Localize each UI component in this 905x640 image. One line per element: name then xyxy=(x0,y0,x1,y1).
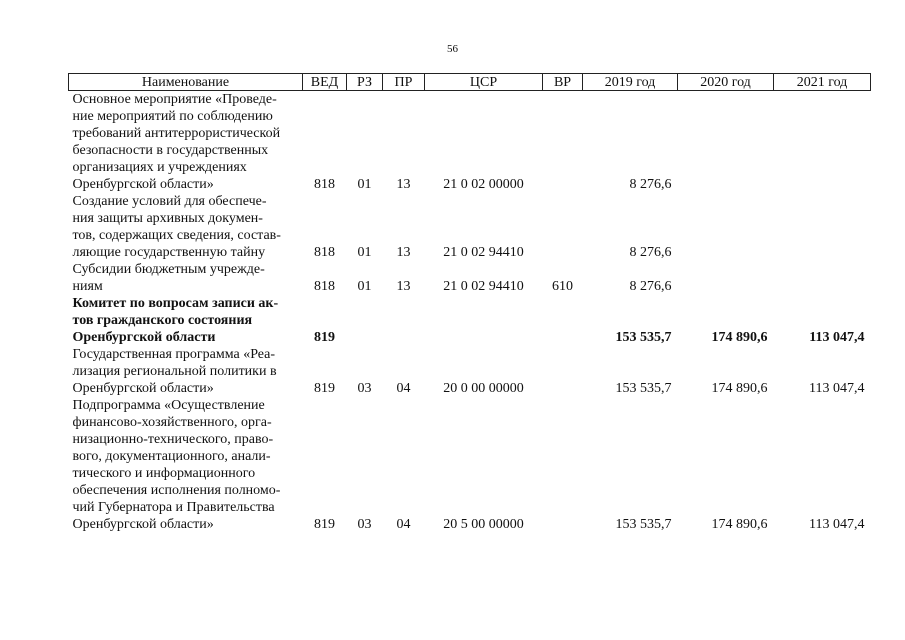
name-line: ние мероприятий по соблюдению xyxy=(72,109,273,124)
name-line: Оренбургской области» xyxy=(72,381,214,396)
header-vr: ВР xyxy=(543,74,583,91)
csr-cell: 20 0 00 00000 xyxy=(443,381,524,396)
amount-2019-cell: 153 535,7 xyxy=(615,517,672,532)
name-line: ниям xyxy=(72,279,103,294)
header-ved: ВЕД xyxy=(303,74,347,91)
name-line: Основное мероприятие «Проведе- xyxy=(72,92,277,107)
amount-2020-cell xyxy=(678,91,774,194)
rz-cell: 01 xyxy=(357,279,372,294)
name-line: Оренбургской области xyxy=(72,330,216,345)
rz-cell: 03 xyxy=(357,381,372,396)
rz-cell: 01 xyxy=(357,245,372,260)
ved-cell: 819 xyxy=(314,517,335,532)
name-line: тов гражданского состояния xyxy=(72,313,253,328)
name-line: Комитет по вопросам записи ак- xyxy=(72,296,279,311)
table-row xyxy=(69,295,871,346)
amount-2020-cell: 174 890,6 xyxy=(711,517,768,532)
amount-2019-cell: 8 276,6 xyxy=(629,245,672,260)
ved-cell: 818 xyxy=(314,279,335,294)
amount-2021-cell xyxy=(774,193,871,261)
name-line: Подпрограмма «Осуществление xyxy=(72,398,265,413)
header-2019: 2019 год xyxy=(583,74,678,91)
table-row xyxy=(69,397,871,533)
name-line: ния защиты архивных докумен- xyxy=(72,211,263,226)
pr-cell: 04 xyxy=(396,381,411,396)
name-cell xyxy=(69,346,303,397)
name-cell xyxy=(69,193,303,261)
pr-cell: 04 xyxy=(396,517,411,532)
name-cell xyxy=(69,295,303,346)
name-cell xyxy=(69,397,303,533)
rz-cell: 03 xyxy=(357,517,372,532)
name-line: низационно-технического, право- xyxy=(72,432,274,447)
vr-cell xyxy=(543,91,583,194)
table-row xyxy=(69,193,871,261)
name-cell xyxy=(69,261,303,295)
vr-cell xyxy=(543,193,583,261)
name-line: чий Губернатора и Правительства xyxy=(72,500,275,515)
amount-2021-cell xyxy=(774,261,871,295)
name-line: Государственная программа «Реа- xyxy=(72,347,276,362)
name-line: тов, содержащих сведения, состав- xyxy=(72,228,281,243)
name-line: безопасности в государственных xyxy=(72,143,269,158)
amount-2020-cell: 174 890,6 xyxy=(711,381,768,396)
csr-cell: 21 0 02 00000 xyxy=(443,177,524,192)
amount-2019-cell: 8 276,6 xyxy=(629,279,672,294)
name-line: Субсидии бюджетным учрежде- xyxy=(72,262,265,277)
vr-cell xyxy=(543,397,583,533)
header-2021: 2021 год xyxy=(774,74,871,91)
pr-cell xyxy=(383,295,425,346)
ved-cell: 819 xyxy=(314,330,335,345)
page-number: 56 xyxy=(447,43,458,55)
pr-cell: 13 xyxy=(396,177,411,192)
csr-cell: 20 5 00 00000 xyxy=(443,517,524,532)
pr-cell: 13 xyxy=(396,245,411,260)
name-line: требований антитеррористической xyxy=(72,126,281,141)
csr-cell: 21 0 02 94410 xyxy=(443,279,524,294)
amount-2019-cell: 8 276,6 xyxy=(629,177,672,192)
header-csr: ЦСР xyxy=(425,74,543,91)
table-row xyxy=(69,91,871,194)
name-line: финансово-хозяйственного, орга- xyxy=(72,415,272,430)
name-cell xyxy=(69,91,303,194)
csr-cell: 21 0 02 94410 xyxy=(443,245,524,260)
ved-cell: 819 xyxy=(314,381,335,396)
name-line: Создание условий для обеспече- xyxy=(72,194,267,209)
ved-cell: 818 xyxy=(314,245,335,260)
name-line: лизация региональной политики в xyxy=(72,364,277,379)
amount-2020-cell xyxy=(678,193,774,261)
pr-cell: 13 xyxy=(396,279,411,294)
amount-2021-cell: 113 047,4 xyxy=(809,381,865,396)
amount-2021-cell: 113 047,4 xyxy=(809,517,865,532)
ved-cell: 818 xyxy=(314,177,335,192)
amount-2021-cell: 113 047,4 xyxy=(809,330,865,345)
name-line: организациях и учреждениях xyxy=(72,160,247,175)
table-header-row xyxy=(69,74,871,91)
table-row xyxy=(69,346,871,397)
amount-2019-cell: 153 535,7 xyxy=(615,381,672,396)
name-line: ляющие государственную тайну xyxy=(72,245,266,260)
amount-2021-cell xyxy=(774,91,871,194)
name-line: Оренбургской области» xyxy=(72,177,214,192)
amount-2020-cell: 174 890,6 xyxy=(711,330,768,345)
amount-2020-cell xyxy=(678,261,774,295)
name-line: вого, документационного, анали- xyxy=(72,449,271,464)
vr-cell xyxy=(543,346,583,397)
name-line: обеспечения исполнения полномо- xyxy=(72,483,281,498)
rz-cell: 01 xyxy=(357,177,372,192)
amount-2019-cell: 153 535,7 xyxy=(615,330,672,345)
header-pr: ПР xyxy=(383,74,425,91)
table-row xyxy=(69,261,871,295)
vr-cell: 610 xyxy=(552,279,573,294)
header-rz: РЗ xyxy=(347,74,383,91)
table-body xyxy=(69,91,871,534)
budget-table xyxy=(68,73,871,533)
name-line: Оренбургской области» xyxy=(72,517,214,532)
header-name: Наименование xyxy=(69,74,303,91)
header-2020: 2020 год xyxy=(678,74,774,91)
vr-cell xyxy=(543,295,583,346)
csr-cell xyxy=(425,295,543,346)
rz-cell xyxy=(347,295,383,346)
name-line: тического и информационного xyxy=(72,466,256,481)
